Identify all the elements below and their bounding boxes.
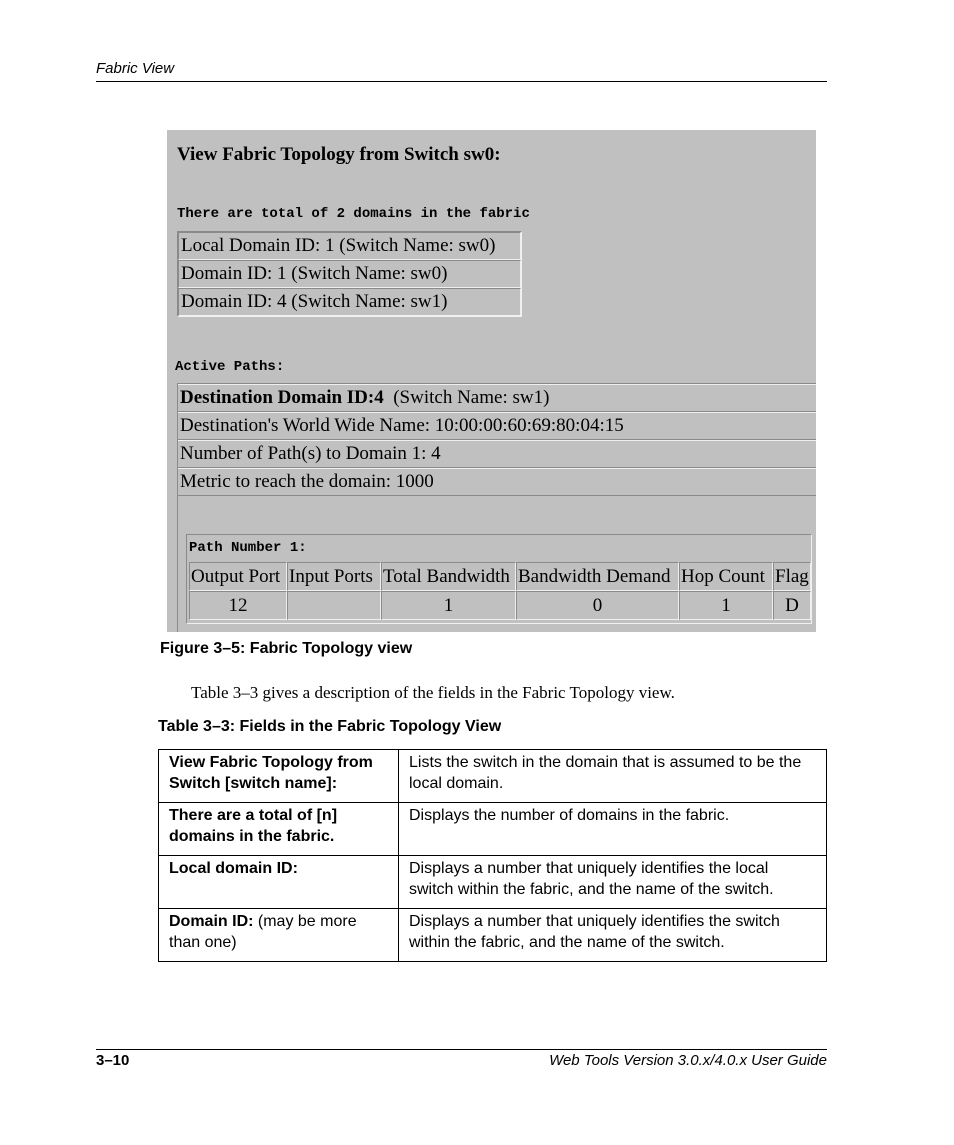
intro-paragraph: Table 3–3 gives a description of the fields in the Fabric Topology view.: [191, 683, 675, 702]
domain-entry: Domain ID: 1 (Switch Name: sw0): [178, 260, 521, 288]
field-name-cell: [159, 856, 399, 909]
table-row: [189, 591, 811, 620]
field-name-note: (may be more than one): [169, 913, 357, 951]
table-cell: D: [773, 591, 811, 620]
page-number: 3–10: [96, 1052, 130, 1069]
header-rule: [96, 81, 827, 82]
destination-label: Destination Domain ID:4: [180, 387, 384, 408]
domain-list-table: [177, 231, 522, 317]
running-header: Fabric View: [96, 60, 175, 77]
field-name: View Fabric Topology from Switch [switch name]:: [169, 754, 373, 792]
field-description: Lists the switch in the domain that is assumed to be the local domain.: [399, 750, 827, 803]
field-name-cell: [159, 803, 399, 856]
table-row: [159, 909, 827, 962]
table-cell: [287, 591, 381, 620]
column-header: Output Port: [189, 562, 287, 591]
field-name-cell: [159, 750, 399, 803]
column-header: Hop Count: [679, 562, 773, 591]
active-paths-label: Active Paths:: [175, 359, 285, 375]
table-row: [178, 260, 521, 288]
domain-entry: Local Domain ID: 1 (Switch Name: sw0): [178, 232, 521, 260]
table-cell: 0: [516, 591, 679, 620]
field-name: There are a total of [n] domains in the fabric.: [169, 807, 338, 845]
guide-title: Web Tools Version 3.0.x/4.0.x User Guide: [549, 1052, 827, 1069]
table-cell: 1: [381, 591, 516, 620]
field-description: Displays a number that uniquely identifies the switch within the fabric, and the name of the switch.: [399, 909, 827, 962]
column-header: Bandwidth Demand: [516, 562, 679, 591]
table-header-row: [189, 562, 811, 591]
field-name: Local domain ID:: [169, 860, 298, 877]
column-header: Flag: [773, 562, 811, 591]
footer-rule: [96, 1049, 827, 1050]
table-row: [159, 750, 827, 803]
path-number-label: Path Number 1:: [189, 540, 307, 556]
domain-total-text: There are total of 2 domains in the fabric: [177, 206, 530, 222]
path-ports-table: [189, 562, 811, 620]
destination-row: [178, 384, 816, 412]
table-caption: Table 3–3: Fields in the Fabric Topology View: [158, 718, 502, 735]
column-header: Input Ports: [287, 562, 381, 591]
screenshot-title: View Fabric Topology from Switch sw0:: [177, 144, 501, 165]
metric-row: Metric to reach the domain: 1000: [178, 468, 816, 496]
table-row: [178, 288, 521, 316]
column-header: Total Bandwidth: [381, 562, 516, 591]
field-description: Displays a number that uniquely identifies the local switch within the fabric, and the name of the switch.: [399, 856, 827, 909]
destination-switch-name: (Switch Name: sw1): [383, 387, 550, 408]
table-cell: 1: [679, 591, 773, 620]
active-paths-box: [177, 383, 816, 632]
domain-entry: Domain ID: 4 (Switch Name: sw1): [178, 288, 521, 316]
fields-table: [158, 749, 827, 962]
table-cell: 12: [189, 591, 287, 620]
path-number-box: [186, 534, 812, 624]
field-description: Displays the number of domains in the fabric.: [399, 803, 827, 856]
field-name: Domain ID:: [169, 913, 254, 930]
table-row: [159, 803, 827, 856]
fabric-topology-screenshot: [167, 130, 816, 632]
wwn-row: Destination's World Wide Name: 10:00:00:60:69:80:04:15: [178, 412, 816, 440]
table-row: [159, 856, 827, 909]
num-paths-row: Number of Path(s) to Domain 1: 4: [178, 440, 816, 468]
figure-caption: Figure 3–5: Fabric Topology view: [160, 640, 413, 657]
field-name-cell: [159, 909, 399, 962]
table-row: [178, 232, 521, 260]
